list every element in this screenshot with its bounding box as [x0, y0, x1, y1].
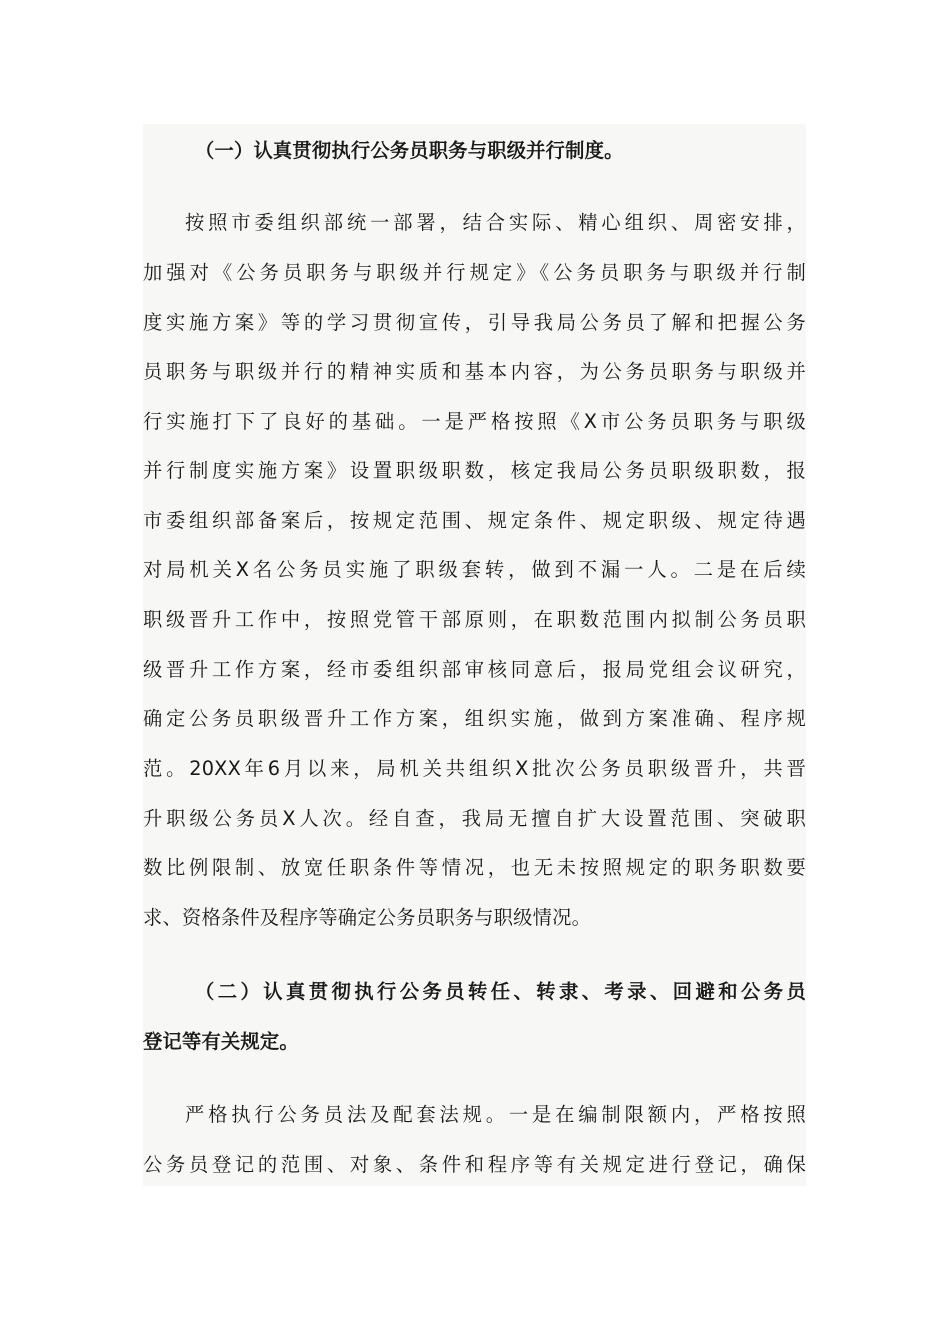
- section2-heading-line-2: 登记等有关规定。: [143, 1030, 299, 1053]
- section1-line-15: 求、资格条件及程序等确定公务员职务与职级情况。: [143, 906, 592, 929]
- section1-line-14: 数比例限制、放宽任职条件等情况，也无未按照规定的职务职数要: [143, 856, 806, 879]
- section1-line-6: 并行制度实施方案》设置职级职数，核定我局公务员职级职数，报: [143, 459, 806, 482]
- section1-line-4: 员职务与职级并行的精神实质和基本内容，为公务员职务与职级并: [143, 360, 806, 383]
- section1-line-3: 度实施方案》等的学习贯彻宣传，引导我局公务员了解和把握公务: [143, 311, 806, 334]
- section2-line-2: 公务员登记的范围、对象、条件和程序等有关规定进行登记，确保: [143, 1153, 806, 1176]
- section1-line-9: 职级晋升工作中，按照党管干部原则，在职数范围内拟制公务员职: [143, 608, 806, 631]
- section1-line-13: 升职级公务员X人次。经自查，我局无擅自扩大设置范围、突破职: [143, 807, 806, 830]
- section1-line-11: 确定公务员职级晋升工作方案，组织实施，做到方案准确、程序规: [143, 707, 806, 730]
- section1-line-10: 级晋升工作方案，经市委组织部审核同意后，报局党组会议研究，: [143, 658, 806, 681]
- section1-line-8: 对局机关X名公务员实施了职级套转，做到不漏一人。二是在后续: [143, 558, 806, 581]
- section2-line-1: 严格执行公务员法及配套法规。一是在编制限额内，严格按照: [185, 1103, 806, 1126]
- document-page: [143, 124, 806, 1186]
- section1-line-1: 按照市委组织部统一部署，结合实际、精心组织、周密安排，: [185, 211, 806, 234]
- section1-heading: （一）认真贯彻执行公务员职务与职级并行制度。: [195, 139, 624, 162]
- section1-line-12: 范。20XX年6月以来，局机关共组织X批次公务员职级晋升，共晋: [143, 757, 806, 780]
- section2-heading-line-1: （二）认真贯彻执行公务员转任、转隶、考录、回避和公务员: [195, 980, 806, 1003]
- section1-line-2: 加强对《公务员职务与职级并行规定》《公务员职务与职级并行制: [143, 261, 806, 284]
- section1-line-5: 行实施打下了良好的基础。一是严格按照《X市公务员职务与职级: [143, 410, 806, 433]
- section1-line-7: 市委组织部备案后，按规定范围、规定条件、规定职级、规定待遇: [143, 509, 806, 532]
